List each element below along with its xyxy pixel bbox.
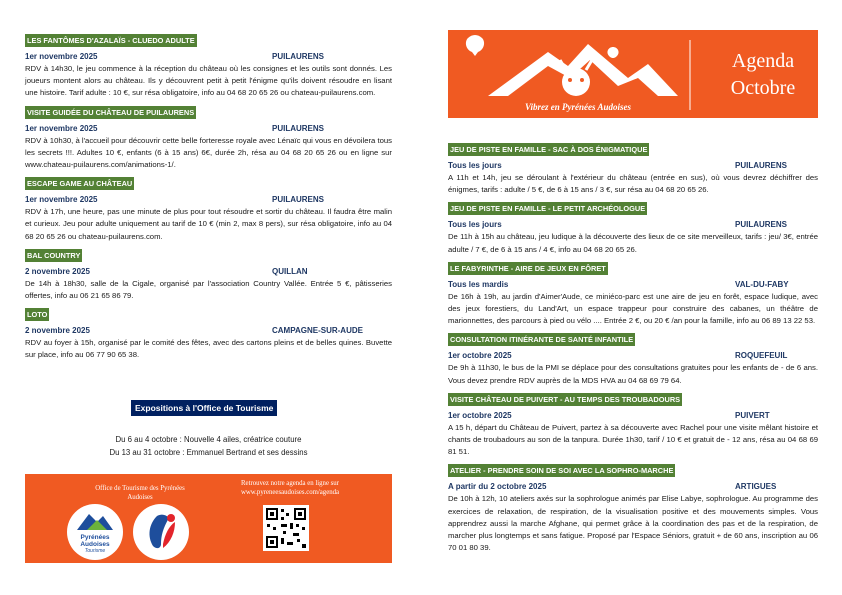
event-description: A 15 h, départ du Château de Puivert, partez à sa découverte avec Rachel pour une visite mêlant histoire et chants de troubadours au son de la tanpura. Durée 1h30, tarif / 10 € et gratuit de - 12 ans, résa au 04 68 69 81 51. [448, 422, 818, 457]
event-title: ATELIER - PRENDRE SOIN DE SOI AVEC LA SOPHRO-MARCHE [450, 466, 674, 476]
tourism-office-icon [133, 504, 189, 560]
agenda-title [713, 48, 813, 102]
logo-label [67, 534, 123, 555]
event-description: RDV à 10h30, à l'accueil pour découvrir cette belle forteresse royale avec Lénaïc qui vous en dévoilera tous les secrets !!!. Adultes 10 €, enfants (6 à 15 ans) 6€, durée 2h, résa au 04 68 20 65 26 ou en ligne sur www.chateau-puilaurens.com/animations-1/. [25, 135, 392, 170]
event-description: De 11h à 15h au château, jeu ludique à la découverte des lieux de ce site merveilleux, tarifs : jeu/ 3€, entrée adulte / 7 €, de 6 à 15 ans / 4 €, info au 04 68 20 65 26. [448, 232, 818, 254]
event-sophro-marche [448, 460, 818, 554]
event-description: RDV au foyer à 15h, organisé par le comité des fêtes, avec des cartons pleins et de belles quines. Buvette sur place, info au 06 77 90 65 38. [25, 338, 392, 360]
event-description: A 11h et 14h, jeu se déroulant à l'extérieur du château (entrée en sus), où vous devrez déchiffrer des énigmes, tarifs : adulte / 5 €, de 6 à 15 ans / 3 €, sur résa au 04 68 20 65 26. [448, 173, 818, 195]
event-title: BAL COUNTRY [27, 250, 81, 260]
banner-slogan: Vibrez en Pyrénées Audoises [525, 102, 631, 112]
event-title: ESCAPE GAME AU CHÂTEAU [27, 179, 133, 189]
logo-subtitle: Tourisme [84, 548, 106, 554]
event-sac-a-dos [448, 139, 818, 196]
tourism-office-logo [133, 504, 189, 560]
office-name: Office de Tourisme des Pyrénées Audoises [95, 485, 185, 501]
event-meta [25, 194, 392, 205]
event-bal-country [25, 245, 392, 302]
agenda-word: Agenda [731, 50, 795, 72]
event-place: PUILAURENS [272, 123, 325, 133]
event-place: PUILAURENS [272, 195, 325, 205]
event-date: 1er octobre 2025 [448, 410, 512, 420]
right-column [448, 139, 818, 556]
event-date: Tous les jours [448, 220, 502, 230]
event-description: RDV à 17h, une heure, pas une minute de plus pour tout résoudre et sortir du château. Il faudra être malin et curieux. Jeu pour adulte uniquement au tarif de 10 € (min 2, max 8 pers), sur résa obligatoire, info au 04 68 20 65 26 ou chateau-puilaurens.com. [25, 207, 392, 241]
event-place: CAMPAGNE-SUR-AUDE [272, 326, 363, 336]
pyrenees-audoises-logo [67, 504, 123, 560]
expo-section [131, 400, 277, 416]
event-date: 1er novembre 2025 [25, 195, 98, 205]
event-date: 2 novembre 2025 [25, 266, 90, 276]
event-description: De 9h à 11h30, le bus de la PMI se déplace pour des consultations gratuites pour les enfants de - de 6 ans. Vous devez prendre RDV auprès de la MDS HVA au 04 68 69 79 64. [448, 363, 818, 385]
event-place: PUIVERT [735, 410, 770, 420]
event-title: LE FABYRINTHE - AIRE DE JEUX EN FÔRET [450, 263, 606, 273]
event-visite-puilaurens [25, 102, 392, 172]
expo-list [25, 433, 392, 459]
event-description: De 14h à 18h30, salle de la Cigale, organisé par l'association Country Vallée. Entrée 5 €, pâtisseries offertes, info au 06 21 65 86 79. [25, 278, 392, 301]
event-meta [448, 279, 818, 290]
left-column [25, 30, 392, 364]
event-title: LES FANTÔMES D'AZALAÏS - CLUEDO ADULTE [27, 36, 195, 45]
office-footer [25, 474, 392, 563]
event-date: 1er novembre 2025 [25, 123, 98, 133]
event-puivert-troubadours [448, 389, 818, 459]
event-date: Tous les jours [448, 161, 502, 170]
event-meta [448, 160, 818, 171]
event-fabyrinthe [448, 258, 818, 328]
event-title: JEU DE PISTE EN FAMILLE - SAC À DOS ÉNIGMATIQUE [450, 145, 648, 154]
expo-title: Expositions à l'Office de Tourisme [131, 400, 277, 416]
event-consultation-sante [448, 329, 818, 386]
event-petit-archeologue [448, 198, 818, 255]
event-meta [25, 325, 392, 336]
event-description: RDV à 14h30, le jeu commence à la réception du château où les consignes et les outils sont donnés. Les joueurs montent alors au château. Ils y découvrent petit à petit l'énigme qu'ils doivent résoudre en lisant une histoire. Tarif adulte : 10 €, sur résa obligatoire, info au 04 68 20 65 26 ou chateau-puilaurens.com. [25, 64, 392, 98]
event-description: De 10h à 12h, 10 ateliers axés sur la sophrologue animés par Elise Labye, sophrologue. Au programme des exercices de relaxation, de respiration, de la visualisation positive et des mouvements simples. Vous apprendrez aussi la marche Afghane, qui permet grâce à la coordination des pas et de la respiration, de marcher plus longtemps et sans fatigue. Proposé par l'Espace Séniors, gratuit + de 60 ans, inscription au 06 70 01 80 39. [448, 494, 818, 553]
event-place: PUILAURENS [735, 161, 788, 170]
event-meta [25, 266, 392, 277]
event-title: LOTO [27, 310, 48, 320]
expo-line: Du 13 au 31 octobre : Emmanuel Bertrand et ses dessins [109, 448, 308, 457]
mountain-icon [67, 504, 123, 534]
event-fantomes [25, 30, 392, 100]
event-place: ROQUEFEUIL [735, 351, 788, 361]
event-date: Tous les mardis [448, 279, 509, 289]
event-date: A partir du 2 octobre 2025 [448, 482, 547, 492]
expo-line: Du 6 au 4 octobre : Nouvelle 4 ailes, créatrice couture [115, 435, 302, 444]
event-meta [448, 219, 818, 230]
online-agenda-link[interactable]: Retrouvez notre agenda en ligne sur www.pyreneesaudoises.com/agenda [240, 480, 340, 496]
event-meta [25, 51, 392, 62]
logo-line: Pyrénées [80, 534, 110, 541]
event-loto [25, 304, 392, 361]
event-date: 1er novembre 2025 [25, 52, 98, 61]
event-meta [25, 123, 392, 134]
event-date: 1er octobre 2025 [448, 351, 512, 361]
event-place: VAL-DU-FABY [735, 279, 789, 289]
event-meta [448, 410, 818, 421]
qr-code-icon[interactable] [263, 505, 309, 551]
event-escape-game [25, 173, 392, 243]
event-title: VISITE CHÂTEAU DE PUIVERT - AU TEMPS DES TROUBADOURS [450, 394, 681, 404]
event-title: CONSULTATION ITINÉRANTE DE SANTÉ INFANTILE [450, 335, 634, 345]
event-description: De 16h à 19h, au jardin d'Aimer'Aude, ce miniéco-parc est une aire de jeu en forêt, espace ludique, avec des jeux forestiers, du Land'Art, un espace trappeur pour construire des cabanes, un théâtre de marionnettes, des parcours à pied ou vélo .... Entrée 2 €, ou 20 € /an pour la famille, info au 06 89 13 22 53. [448, 291, 818, 326]
event-title: VISITE GUIDÉE DU CHÂTEAU DE PUILAURENS [27, 107, 195, 117]
event-meta [448, 481, 818, 492]
logo-line: Audoises [80, 541, 110, 548]
event-place: PUILAURENS [272, 52, 325, 61]
event-meta [448, 350, 818, 361]
month-word: Octobre [730, 77, 796, 99]
event-place: PUILAURENS [735, 220, 788, 230]
event-place: QUILLAN [272, 266, 308, 276]
event-date: 2 novembre 2025 [25, 326, 90, 336]
event-title: JEU DE PISTE EN FAMILLE - LE PETIT ARCHÉOLOGUE [450, 204, 646, 214]
event-place: ARTIGUES [735, 482, 777, 492]
agenda-banner [448, 30, 818, 118]
